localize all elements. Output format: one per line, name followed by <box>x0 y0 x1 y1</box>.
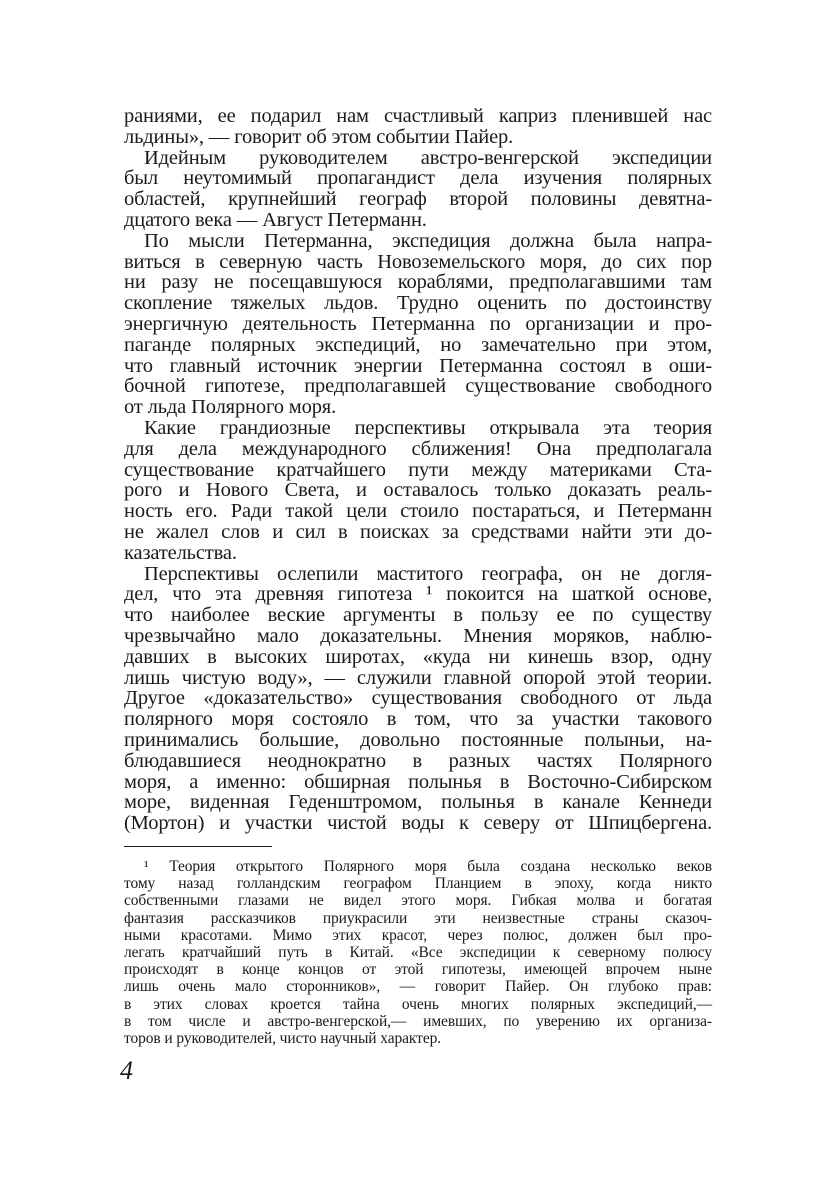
text-line: Идейным руководителем австро-венгерской экспедиции <box>144 146 712 169</box>
text-line: лишь чистую воду», — служили главной опорой этой теории. <box>124 666 712 689</box>
main-text <box>124 106 712 834</box>
footnote-line: в этих словах кроется тайна очень многих полярных экспедиций,— <box>124 995 712 1013</box>
text-line: льдины», — говорит об этом событии Пайер. <box>124 125 514 148</box>
text-line: что наиболее веские аргументы в пользу ее по существу <box>124 604 712 627</box>
footnote-divider <box>124 846 272 847</box>
text-line: скопление тяжелых льдов. Трудно оценить по достоинству <box>124 292 712 315</box>
footnote <box>124 858 712 1047</box>
text-line: Перспективы ослепили маститого географа, он не догля- <box>144 562 712 585</box>
footnote-line: в том числе и австро-венгерской,— имевших, по уверению их организа- <box>124 1012 712 1030</box>
text-line: рого и Нового Света, и оставалось только доказать реаль- <box>124 479 712 502</box>
text-line: (Мортон) и участки чистой воды к северу от Шпицбергена. <box>124 812 712 835</box>
footnote-line: торов и руководителей, чисто научный характер. <box>124 1029 442 1047</box>
text-line: дел, что эта древняя гипотеза ¹ покоится на шаткой основе, <box>124 583 712 606</box>
text-line: для дела международного сближения! Она предполагала <box>124 437 712 460</box>
text-line: блюдавшиеся неоднократно в разных частях Полярного <box>124 749 712 772</box>
text-line: По мысли Петерманна, экспедиция должна была напра- <box>144 229 712 252</box>
footnote-line: лишь очень мало сторонников», — говорит Пайер. Он глубоко прав: <box>124 978 712 996</box>
text-line: Другое «доказательство» существования свободного от льда <box>124 687 712 710</box>
text-line: бочной гипотезе, предполагавшей существование свободного <box>124 375 712 398</box>
footnote-line: легать кратчайший путь в Китай. «Все экспедиции к северному полюсу <box>124 943 712 961</box>
text-line: моря, а именно: обширная полынья в Восточно-Сибирском <box>124 770 712 793</box>
text-line: не жалел слов и сил в поисках за средствами найти эти до- <box>124 520 712 543</box>
text-line: ность его. Ради такой цели стоило постараться, и Петерманн <box>124 500 712 523</box>
text-line: казательства. <box>124 541 237 564</box>
text-line: Какие грандиозные перспективы открывала эта теория <box>144 416 712 439</box>
footnote-line: фантазия рассказчиков приукрасили эти неизвестные страны сказоч- <box>124 909 712 927</box>
text-line: областей, крупнейший географ второй половины девятна- <box>124 188 712 211</box>
text-line: от льда Полярного моря. <box>124 396 337 419</box>
text-line: давших в высоких широтах, «куда ни кинешь взор, одну <box>124 645 712 668</box>
text-line: паганде полярных экспедиций, но замечательно при этом, <box>124 333 712 356</box>
text-line: энергичную деятельность Петерманна по организации и про- <box>124 312 712 335</box>
footnote-line: происходят в конце концов от этой гипотезы, имеющей впрочем ныне <box>124 961 712 979</box>
page-number: 4 <box>120 1056 133 1085</box>
footnote-line: собственными глазами не видел этого моря. Гибкая молва и богатая <box>124 892 712 910</box>
text-line: был неутомимый пропагандист дела изучения полярных <box>124 167 712 190</box>
text-line: принимались большие, довольно постоянные полыньи, на- <box>124 728 712 751</box>
text-line: дцатого века — Август Петерманн. <box>124 208 427 231</box>
text-line: море, виденная Геденштромом, полынья в канале Кеннеди <box>124 791 712 814</box>
text-line: полярного моря состояло в том, что за участки такового <box>124 708 712 731</box>
footnote-line: ¹ Теория открытого Полярного моря была создана несколько веков <box>144 858 712 875</box>
text-line: ни разу не посещавшуюся кораблями, предполагавшими там <box>124 271 712 294</box>
text-line: виться в северную часть Новоземельского моря, до сих пор <box>124 250 712 273</box>
text-line: что главный источник энергии Петерманна состоял в оши- <box>124 354 712 377</box>
text-line: существование кратчайшего пути между материками Ста- <box>124 458 712 481</box>
text-line: раниями, ее подарил нам счастливый каприз пленившей нас <box>124 105 712 127</box>
footnote-line: тому назад голландским географом Планцием в эпоху, когда никто <box>124 875 712 893</box>
footnote-line: ными красотами. Мимо этих красот, через полюс, должен был про- <box>124 926 712 944</box>
text-line: чрезвычайно мало доказательны. Мнения моряков, наблю- <box>124 624 712 647</box>
